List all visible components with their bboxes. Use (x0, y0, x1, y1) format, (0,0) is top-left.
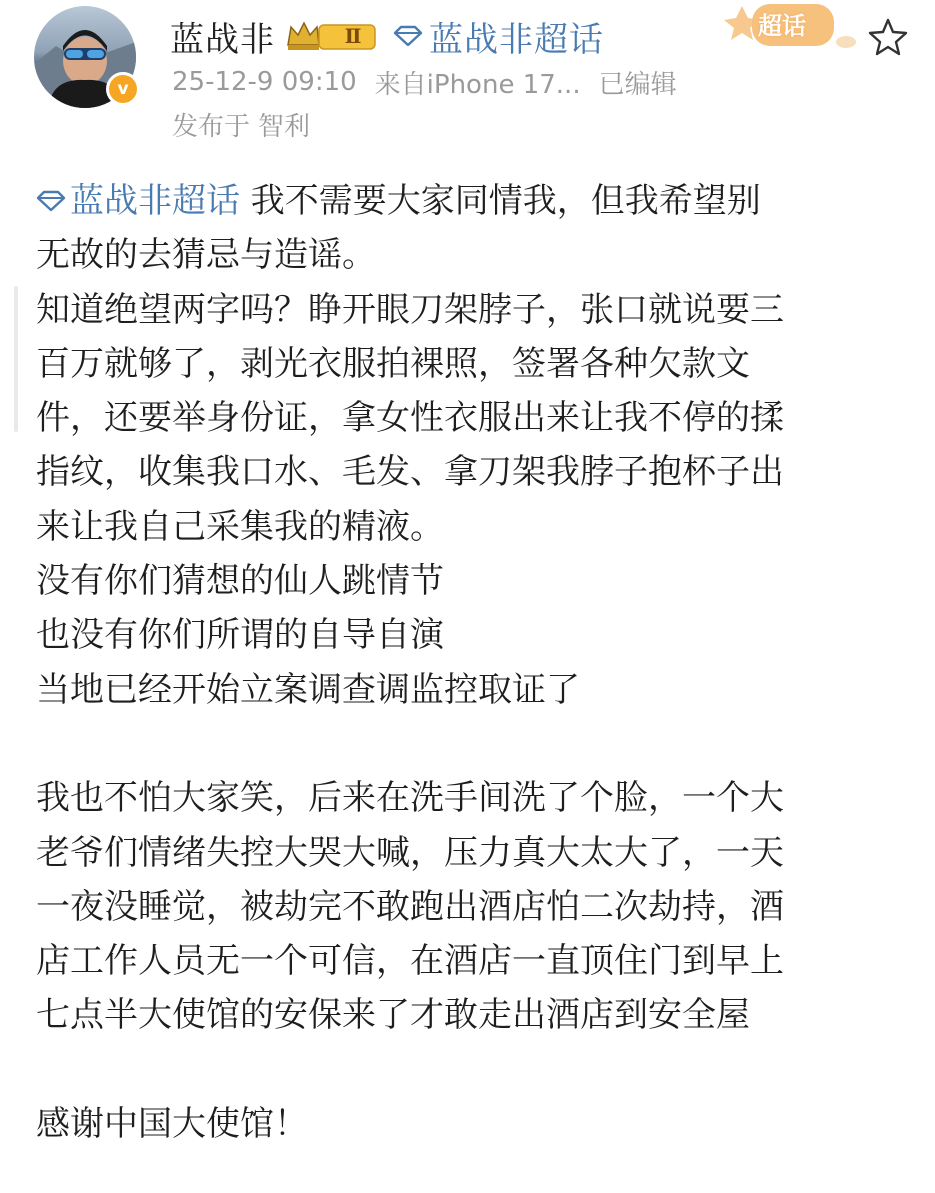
verified-badge: v (106, 72, 140, 106)
location-prefix: 发布于 (172, 111, 251, 142)
supertopic-link[interactable] (393, 12, 604, 61)
post-line: 没有你们猜想的仙人跳情节 (36, 561, 444, 602)
edited-label[interactable]: 已编辑 (598, 69, 677, 100)
post-line: 老爷们情绪失控大哭大喊，压力真大太大了，一天 (36, 832, 784, 873)
vip-badge[interactable] (285, 19, 379, 53)
username[interactable]: 蓝战非 (170, 19, 275, 60)
post-line: 七点半大使馆的安保来了才敢走出酒店到安全屋 (36, 995, 750, 1036)
post-line: 知道绝望两字吗？睁开眼刀架脖子，张口就说要三 (36, 289, 784, 330)
post-blank-line (36, 717, 916, 771)
diamond-icon (36, 190, 66, 212)
avatar[interactable] (34, 6, 136, 108)
post-timestamp: 25-12-9 09:10 (172, 67, 357, 97)
inline-supertopic-link[interactable] (36, 174, 240, 228)
post-line: 当地已经开始立案调查调监控取证了 (36, 669, 580, 710)
post-line: 指纹，收集我口水、毛发、拿刀架我脖子抱杯子出 (36, 452, 784, 493)
vip-level: Ⅱ (344, 24, 362, 48)
post-line (36, 174, 916, 228)
location-name: 智利 (258, 111, 311, 142)
diamond-icon (393, 25, 423, 47)
author-row (170, 10, 604, 62)
post-line: 无故的去猜忌与造谣。 (36, 235, 376, 276)
post-source[interactable]: 来自iPhone 17... (374, 69, 581, 100)
supertopic-tag[interactable] (724, 0, 860, 56)
post-line: 也没有你们所谓的自导自演 (36, 615, 444, 656)
scroll-indicator (14, 286, 18, 432)
post-line: 件，还要举身份证，拿女性衣服出来让我不停的揉 (36, 398, 784, 439)
supertopic-label: 蓝战非超话 (429, 19, 604, 60)
inline-supertopic-label: 蓝战非超话 (70, 181, 240, 221)
post-location (172, 104, 310, 144)
star-icon[interactable] (868, 18, 908, 60)
post-line: 百万就够了，剥光衣服拍裸照，签署各种欠款文 (36, 343, 750, 384)
post-text: 我不需要大家同情我，但我希望别 (240, 181, 761, 221)
post-blank-line (36, 1043, 916, 1097)
post-line: 店工作人员无一个可信，在酒店一直顶住门到早上 (36, 941, 784, 982)
post-line: 一夜没睡觉，被劫完不敢跑出酒店怕二次劫持，酒 (36, 886, 784, 927)
post-line: 感谢中国大使馆！ (36, 1104, 308, 1145)
supertopic-tag-label: 超话 (758, 12, 806, 40)
post-line: 我也不怕大家笑，后来在洗手间洗了个脸，一个大 (36, 778, 784, 819)
post-meta (172, 62, 677, 102)
post-body (36, 174, 916, 1151)
post-line: 来让我自己采集我的精液。 (36, 506, 444, 547)
